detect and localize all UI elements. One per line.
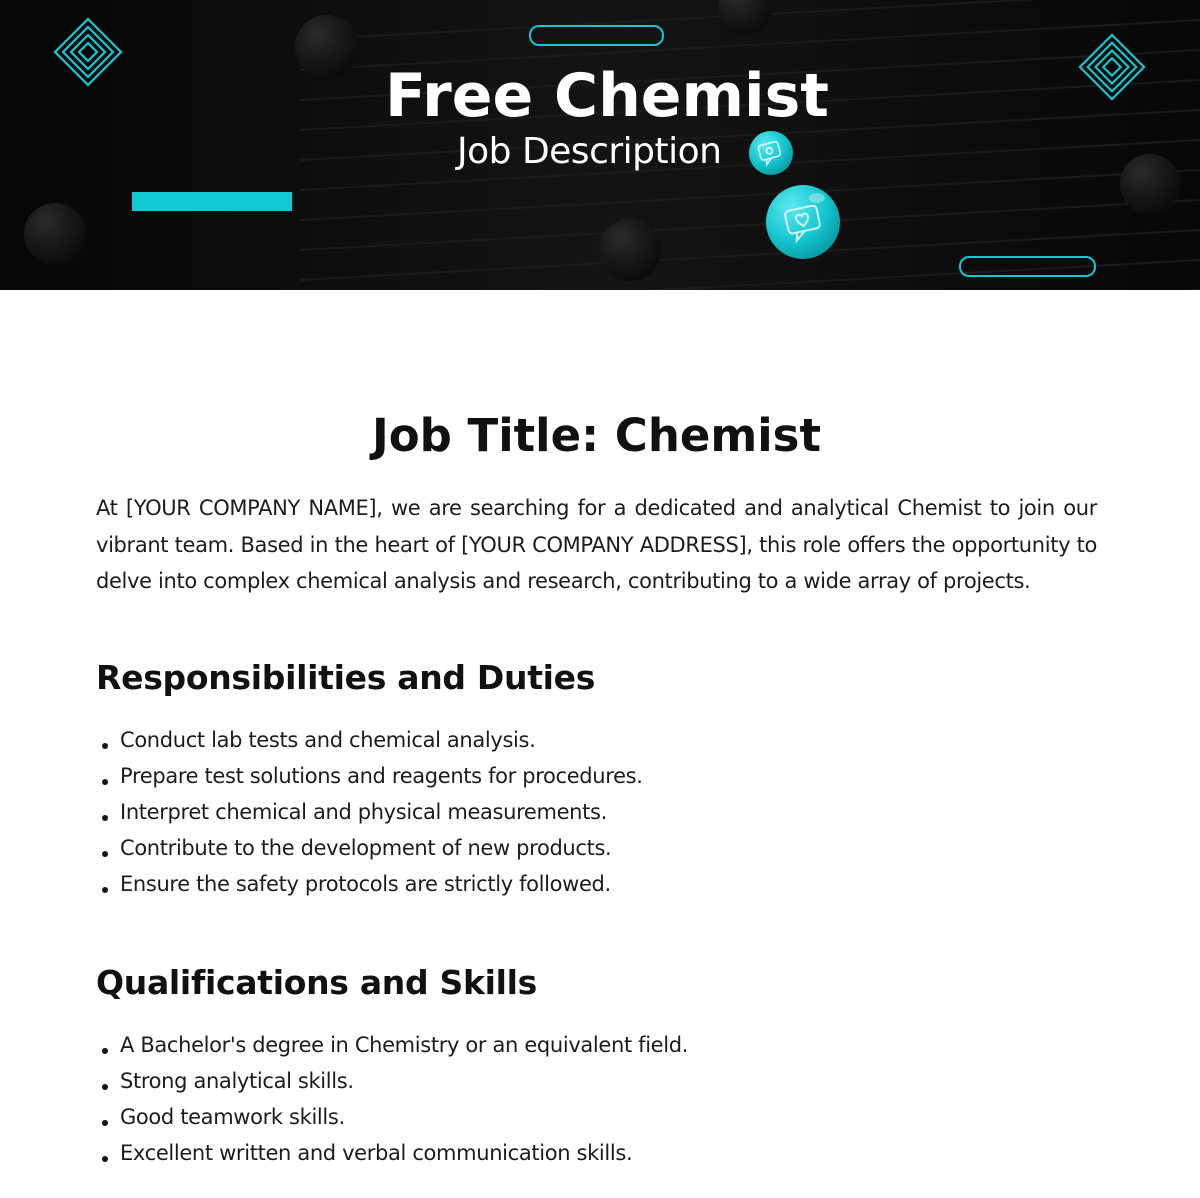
bullet-icon	[102, 1048, 108, 1054]
qualifications-list	[96, 1027, 1097, 1172]
pill-outline-top	[529, 25, 664, 46]
list-item	[96, 1063, 1097, 1099]
document-body	[96, 406, 1097, 1171]
section-heading-responsibilities: Responsibilities and Duties	[96, 657, 596, 697]
list-item-text: Excellent written and verbal communication skills.	[120, 1141, 633, 1166]
list-item	[96, 1135, 1097, 1171]
list-item-text: Ensure the safety protocols are strictly followed.	[120, 872, 611, 897]
list-item	[96, 758, 1097, 794]
job-title: Job Title: Chemist	[372, 409, 821, 462]
heart-bubble-icon	[765, 184, 841, 260]
bullet-icon	[102, 1120, 108, 1126]
list-item	[96, 722, 1097, 758]
list-item	[96, 1099, 1097, 1135]
header-banner	[0, 0, 1200, 290]
accent-bar	[132, 192, 292, 211]
bullet-icon	[102, 1084, 108, 1090]
list-item	[96, 830, 1097, 866]
bullet-icon	[102, 851, 108, 857]
bullet-icon	[102, 1156, 108, 1162]
list-item-text: Strong analytical skills.	[120, 1068, 354, 1093]
list-item-text: Prepare test solutions and reagents for procedures.	[120, 763, 643, 788]
list-item	[96, 866, 1097, 902]
bullet-icon	[102, 887, 108, 893]
pill-outline-bottom	[959, 256, 1096, 277]
banner-subtitle: Job Description	[457, 131, 722, 172]
list-item-text: Good teamwork skills.	[120, 1104, 345, 1129]
responsibilities-list	[96, 722, 1097, 903]
section-heading-qualifications: Qualifications and Skills	[96, 962, 537, 1002]
bullet-icon	[102, 815, 108, 821]
list-item	[96, 1027, 1097, 1063]
list-item	[96, 794, 1097, 830]
list-item-text: A Bachelor's degree in Chemistry or an equivalent field.	[120, 1032, 689, 1057]
bullet-icon	[102, 779, 108, 785]
intro-paragraph: At [YOUR COMPANY NAME], we are searching for a dedicated and analytical Chemist to join our vibrant team. Based in the heart of [YOUR COMPANY ADDRESS], this role offers the opportunity to delve into complex chemical analysis and research, contributing to a wide array of projects.	[96, 496, 1097, 593]
list-item-text: Contribute to the development of new products.	[120, 836, 612, 861]
chat-bubble-icon-small	[748, 130, 794, 176]
list-item-text: Conduct lab tests and chemical analysis.	[120, 727, 536, 752]
banner-title: Free Chemist	[385, 61, 829, 131]
list-item-text: Interpret chemical and physical measurements.	[120, 799, 607, 824]
bullet-icon	[102, 743, 108, 749]
